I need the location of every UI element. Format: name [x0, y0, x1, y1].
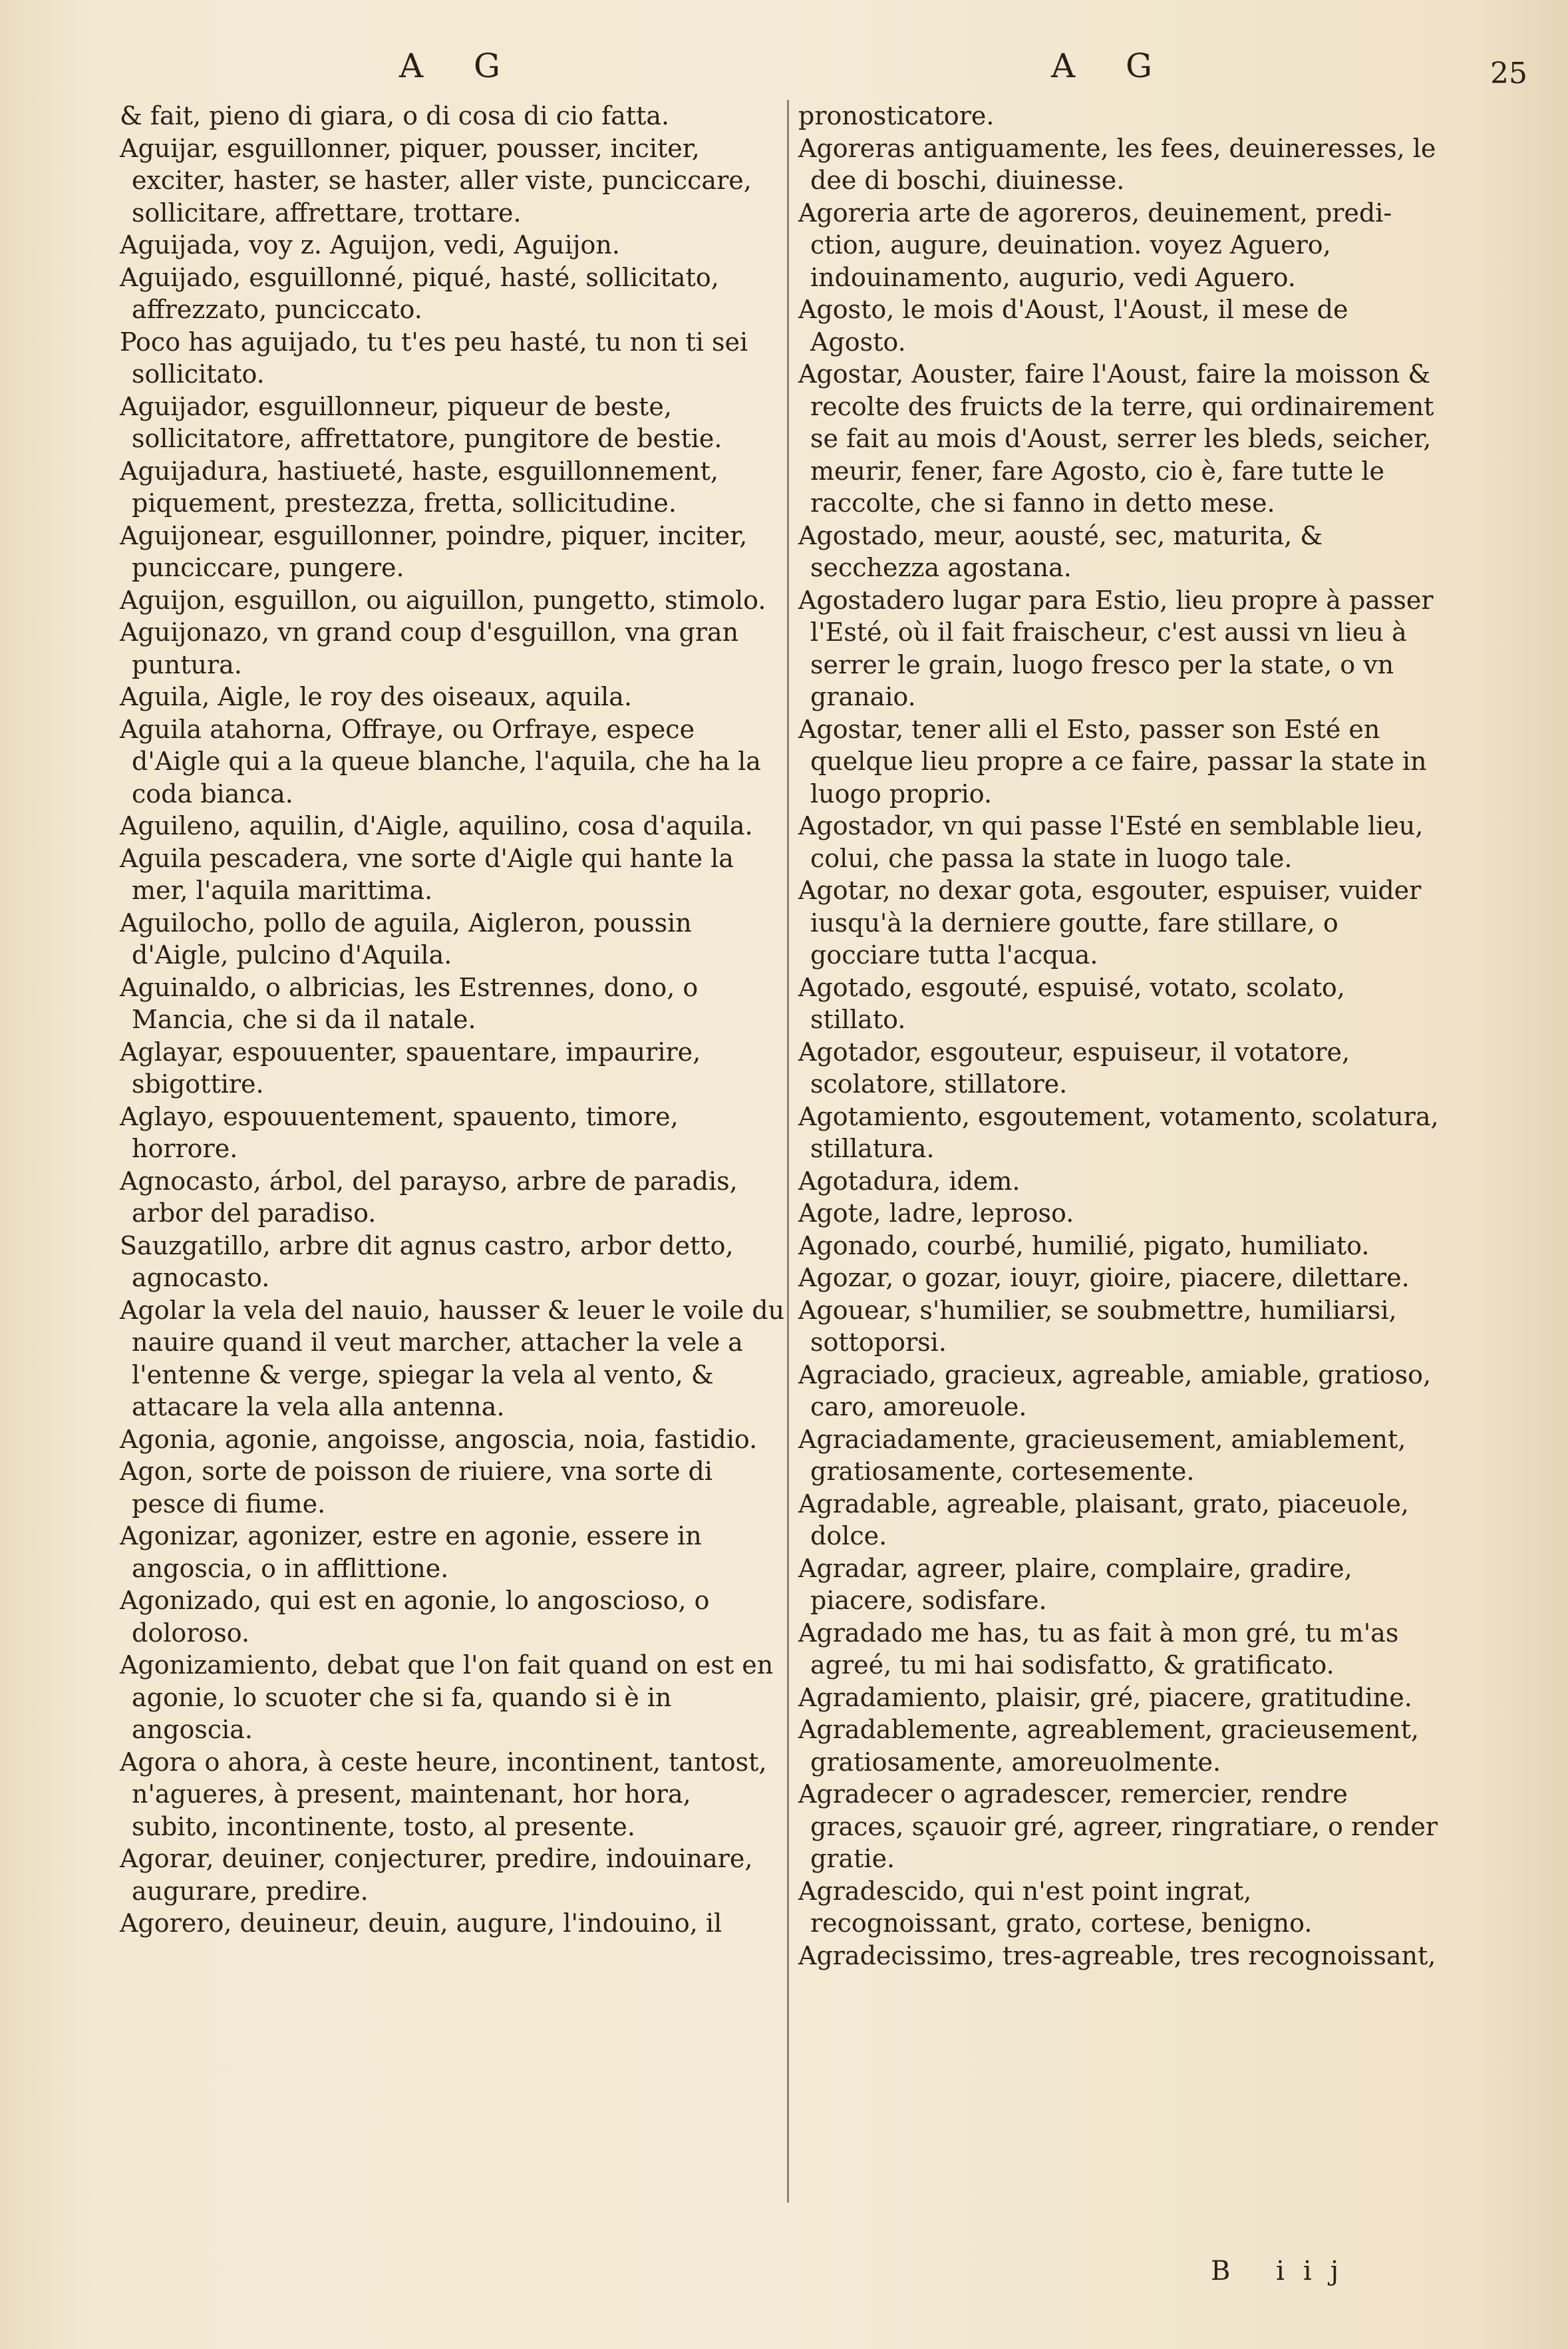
dictionary-entry: Aguila pescadera, vne sorte d'Aigle qui hante la mer, l'aquila marittima.	[120, 843, 734, 905]
dictionary-entry: Agradescido, qui n'est point ingrat, recognoissant, grato, cortese, benigno.	[798, 1876, 1313, 1938]
dictionary-entry: Agosto, le mois d'Aoust, l'Aoust, il mese de Agosto.	[798, 295, 1348, 357]
dictionary-entry: Agostadero lugar para Estio, lieu propre à passer l'Esté, où il fait fraischeur, c'est aussi vn lieu à serrer le grain, luogo fresco per la state, o vn granaio.	[798, 585, 1434, 711]
dictionary-entry: Sauzgatillo, arbre dit agnus castro, arbor detto, agnocasto.	[120, 1230, 734, 1292]
dictionary-entry: Agotar, no dexar gota, esgouter, espuiser, vuider iusqu'à la derniere goutte, fare stillare, o gocciare tutta l'acqua.	[798, 876, 1422, 970]
dictionary-entry: Aguijadura, hastiueté, haste, esguillonnement, piquement, prestezza, fretta, sollicitudine.	[120, 456, 718, 518]
dictionary-entry: Agostar, tener alli el Esto, passer son Esté en quelque lieu propre a ce faire, passar la state in luogo proprio.	[798, 714, 1427, 809]
dictionary-entry: Aguijonear, esguillonner, poindre, piquer, inciter, punciccare, pungere.	[120, 520, 748, 582]
dictionary-entry: & fait, pieno di giara, o di cosa di cio fatta.	[120, 101, 670, 130]
dictionary-entry: Agostar, Aouster, faire l'Aoust, faire la moisson & recolte des fruicts de la terre, qui ordinairement se fait au mois d'Aoust, serrer les bleds, seicher, meurir, fener, fare Agosto, cio è, fare tutte le raccolte, che si fanno in detto mese.	[798, 359, 1434, 518]
dictionary-entry: Agradecissimo, tres-agreable, tres recognoissant,	[798, 1940, 1436, 1970]
dictionary-entry: Agonia, agonie, angoisse, angoscia, noia, fastidio.	[120, 1424, 758, 1454]
dictionary-entry: Aguilocho, pollo de aguila, Aigleron, poussin d'Aigle, pulcino d'Aquila.	[120, 908, 692, 970]
left-running-head: A G	[399, 47, 520, 85]
dictionary-entry: Agozar, o gozar, iouyr, gioire, piacere, dilettare.	[798, 1263, 1410, 1292]
dictionary-entry: Agradecer o agradescer, remercier, rendre graces, sçauoir gré, agreer, ringratiare, o render gratie.	[798, 1779, 1438, 1873]
dictionary-entry: Aguileno, aquilin, d'Aigle, aquilino, cosa d'aquila.	[120, 811, 753, 840]
right-column	[798, 100, 1444, 1972]
dictionary-entry: Agonizado, qui est en agonie, lo angoscioso, o doloroso.	[120, 1586, 710, 1648]
dictionary-entry: Agolar la vela del nauio, hausser & leuer le voile du nauire quand il veut marcher, attacher la vele a l'entenne & verge, spiegar la vela al vento, & attacare la vela alla antenna.	[120, 1295, 785, 1421]
dictionary-entry: Aguinaldo, o albricias, les Estrennes, dono, o Mancia, che si da il natale.	[120, 972, 699, 1034]
dictionary-entry: Agonado, courbé, humilié, pigato, humiliato.	[798, 1230, 1370, 1260]
dictionary-entry: Aguijar, esguillonner, piquer, pousser, inciter, exciter, haster, se haster, aller viste, punciccare, sollicitare, affrettare, trottare.	[120, 133, 752, 228]
dictionary-entry: Agora o ahora, à ceste heure, incontinent, tantost, n'agueres, à present, maintenant, hor hora, subito, incontinente, tosto, al presente.	[120, 1747, 767, 1841]
dictionary-entry: Agonizamiento, debat que l'on fait quand on est en agonie, lo scuoter che si fa, quando si è in angoscia.	[120, 1650, 774, 1744]
dictionary-entry: Agradablemente, agreablement, gracieusement, gratiosamente, amoreuolmente.	[798, 1715, 1420, 1777]
dictionary-entry: Agotamiento, esgoutement, votamento, scolatura, stillatura.	[798, 1101, 1439, 1163]
dictionary-entry: Agradado me has, tu as fait à mon gré, tu m'as agreé, tu mi hai sodisfatto, & gratificato.	[798, 1618, 1399, 1680]
dictionary-entry: Agoreras antiguamente, les fees, deuineresses, le dee di boschi, diuinesse.	[798, 133, 1436, 195]
dictionary-entry: Agouear, s'humilier, se soubmettre, humiliarsi, sottoporsi.	[798, 1295, 1397, 1357]
dictionary-entry: Aguijado, esguillonné, piqué, hasté, sollicitato, affrezzato, punciccato.	[120, 262, 719, 324]
dictionary-entry: Agorar, deuiner, conjecturer, predire, indouinare, augurare, predire.	[120, 1844, 753, 1906]
dictionary-entry: Aguijador, esguillonneur, piqueur de beste, sollicitatore, affrettatore, pungitore de bestie.	[120, 391, 722, 453]
dictionary-entry: Agradable, agreable, plaisant, grato, piaceuole, dolce.	[798, 1489, 1409, 1550]
dictionary-entry: Agraciadamente, gracieusement, amiablement, gratiosamente, cortesemente.	[798, 1424, 1406, 1486]
dictionary-entry: Agostado, meur, aousté, sec, maturita, & secchezza agostana.	[798, 520, 1323, 582]
dictionary-entry: Aglayar, espouuenter, spauentare, impaurire, sbigottire.	[120, 1037, 701, 1099]
dictionary-entry: Aguijada, voy z. Aguijon, vedi, Aguijon.	[120, 230, 620, 260]
dictionary-entry: Aguila, Aigle, le roy des oiseaux, aquila.	[120, 682, 633, 711]
right-running-head: A G	[1051, 47, 1172, 85]
page-number: 25	[1490, 57, 1527, 90]
dictionary-entry: Agotado, esgouté, espuisé, votato, scolato, stillato.	[798, 972, 1345, 1034]
dictionary-entry: Agorero, deuineur, deuin, augure, l'indouino, il	[120, 1908, 722, 1938]
dictionary-entry: Agonizar, agonizer, estre en agonie, essere in angoscia, o in afflittione.	[120, 1521, 702, 1583]
dictionary-entry: Aguijonazo, vn grand coup d'esguillon, vna gran puntura.	[120, 618, 739, 679]
dictionary-entry: Agoreria arte de agoreros, deuinement, predi-ction, augure, deuination. voyez Aguero, indouinamento, augurio, vedi Aguero.	[798, 198, 1392, 292]
dictionary-entry: Agraciado, gracieux, agreable, amiable, gratioso, caro, amoreuole.	[798, 1359, 1432, 1421]
dictionary-entry: Aglayo, espouuentement, spauento, timore, horrore.	[120, 1101, 679, 1163]
dictionary-entry: Agotador, esgouteur, espuiseur, il votatore, scolatore, stillatore.	[798, 1037, 1350, 1099]
dictionary-entry: Agon, sorte de poisson de riuiere, vna sorte di pesce di fiume.	[120, 1457, 713, 1519]
dictionary-entry: Agotadura, idem.	[798, 1166, 1020, 1196]
left-column	[120, 100, 785, 1940]
dictionary-entry: Aguijon, esguillon, ou aiguillon, pungetto, stimolo.	[120, 585, 766, 615]
dictionary-entry: Agostador, vn qui passe l'Esté en semblable lieu, colui, che passa la state in luogo tale.	[798, 811, 1424, 873]
dictionary-entry: Agote, ladre, leproso.	[798, 1198, 1074, 1228]
signature-mark: B iij	[1211, 2256, 1358, 2286]
dictionary-entry: Agnocasto, árbol, del parayso, arbre de paradis, arbor del paradiso.	[120, 1166, 738, 1228]
dictionary-entry: Poco has aguijado, tu t'es peu hasté, tu non ti sei sollicitato.	[120, 327, 748, 389]
dictionary-entry: Agradamiento, plaisir, gré, piacere, gratitudine.	[798, 1682, 1412, 1712]
column-divider	[787, 100, 789, 2203]
dictionary-entry: pronosticatore.	[798, 101, 995, 130]
dictionary-entry: Agradar, agreer, plaire, complaire, gradire, piacere, sodisfare.	[798, 1553, 1352, 1615]
dictionary-entry: Aguila atahorna, Offraye, ou Orfraye, espece d'Aigle qui a la queue blanche, l'aquila, che ha la coda bianca.	[120, 714, 761, 809]
